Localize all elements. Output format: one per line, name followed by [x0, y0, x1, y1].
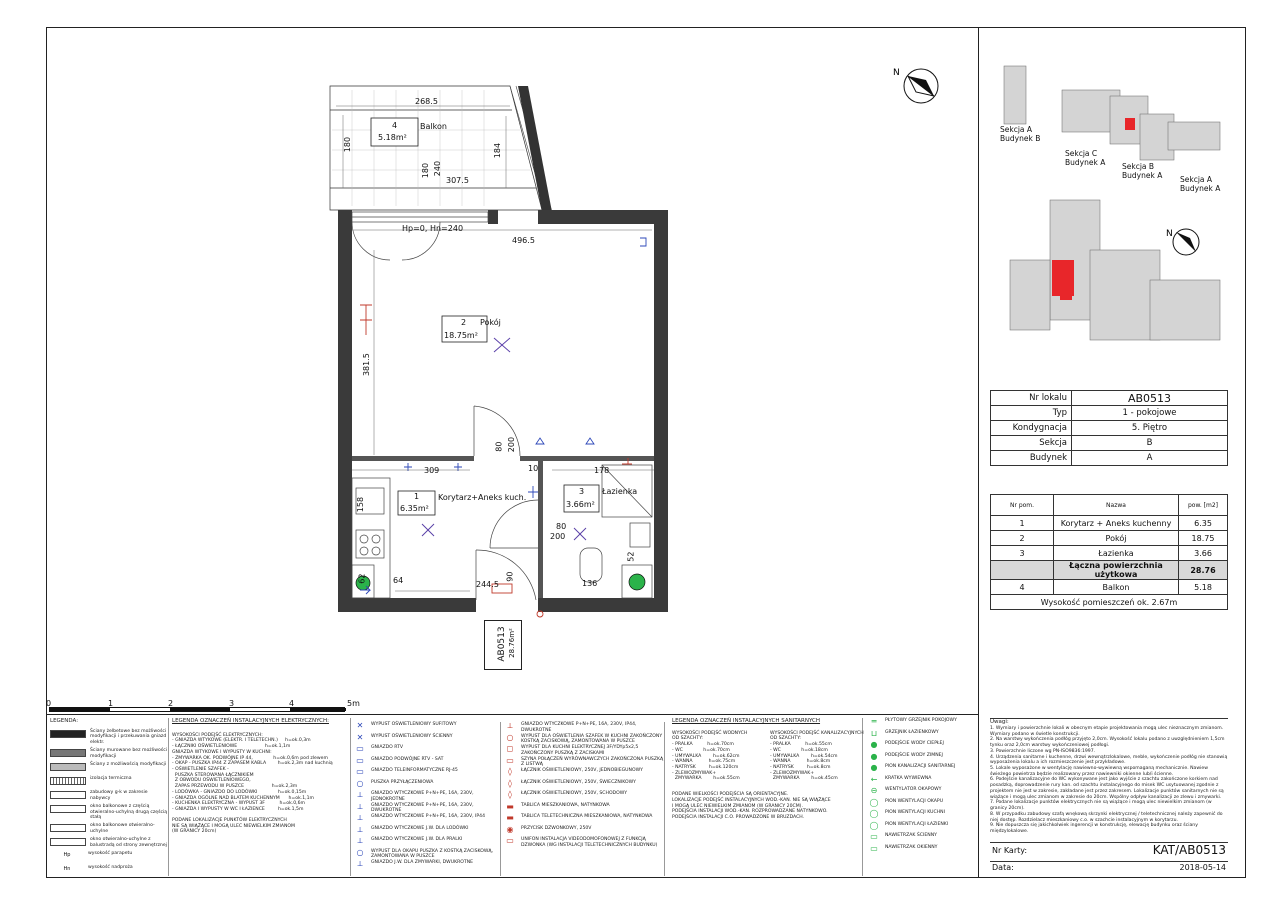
- symbol-icon: ◊: [508, 790, 512, 799]
- dim-4965: 496.5: [512, 236, 535, 245]
- rooms-header: Nr pom. Nazwa pow. [m2]: [991, 495, 1228, 516]
- symbol-icon: ⟂: [357, 859, 363, 868]
- date-label: Data:: [992, 863, 1014, 872]
- room-name: Pokój: [480, 318, 501, 327]
- legend-item-label: Ściany murowane bez możliwości modyfikacji: [90, 747, 168, 759]
- dim-3815: 381.5: [361, 353, 371, 377]
- legend-line: NIE SĄ WIĄŻĄCE I MOGĄ ULEC NIEWIELKIM ZMIANOM: [172, 823, 296, 829]
- legend-item-label: okno balkonowe z częścią otwieralno-uchylną drugą częścią stałą: [90, 803, 168, 821]
- legend-item: [50, 851, 168, 863]
- symbol-item: [354, 734, 500, 746]
- legend-line: - NATRYSK h=ok.8cm: [770, 765, 831, 770]
- scale-3: 3: [229, 699, 235, 708]
- legend-line: ZMYWARKA h=ok.45cm: [770, 776, 838, 782]
- legend-line: PODANE LOKALIZACJE PUNKTÓW ELEKTRYCZNYCH: [172, 817, 287, 823]
- symbol-icon: ●: [870, 751, 878, 761]
- symbol-icon: ⟂: [507, 721, 513, 730]
- light-outlets: [422, 338, 586, 540]
- symbol-item: [868, 741, 976, 753]
- legend-item: [50, 865, 168, 877]
- unit-tag-code: AB0513: [497, 626, 507, 662]
- info-row: Nr lokalu AB0513: [991, 391, 1228, 406]
- symbol-label: NAWIETRZAK ŚCIENNY: [885, 833, 937, 838]
- symbol-item: [354, 791, 500, 803]
- legend-line: - LODÓWKA - GNIAZDO DO LODÓWKI h=ok.0,15m: [172, 789, 307, 795]
- info-row: Sekcja B: [991, 436, 1228, 451]
- symbol-label: PRZYCISK DZWONKOWY, 250V: [521, 825, 592, 831]
- symbol-item: [354, 745, 500, 757]
- legend-item-label: zabudowy g-k w zakresie nabywcy: [90, 789, 148, 801]
- symbol-icon: ○: [506, 732, 514, 742]
- legend-line: - PRALKA h=ok.55cm: [770, 742, 832, 748]
- legend-line: - WC h=ok.70cm: [672, 747, 730, 753]
- legend-swatch: Hn: [63, 866, 71, 872]
- dim-3075: 307.5: [446, 176, 469, 185]
- dim-10: 10: [528, 464, 539, 473]
- symbol-item: [868, 718, 976, 730]
- legend-line: - GNIAZDA WTYKOWE (ELEKTR. I TELETECHN.) h=ok.0,3m: [172, 738, 311, 744]
- symbol-item: [504, 780, 664, 792]
- dim-136: 136: [582, 579, 598, 588]
- symbol-item: [504, 826, 664, 838]
- dim-90: 90: [505, 571, 515, 582]
- symbol-label: TABLICA MIESZKANIOWA, NATYNKOWA: [521, 802, 610, 808]
- symbol-icon: ═: [871, 717, 877, 726]
- balcony-num: 4: [392, 121, 398, 130]
- table-row: 4 Balkon 5.18: [991, 580, 1228, 595]
- symbol-item: [868, 753, 976, 765]
- balcony-wall: [518, 86, 552, 212]
- legend-item-label: izolacja termiczna: [90, 775, 132, 781]
- symbol-icon: ✕: [356, 721, 364, 730]
- legend-sanit: [672, 718, 863, 876]
- legend-elec-syms-b: [504, 722, 665, 876]
- dim-178: 178: [594, 466, 610, 475]
- symbol-label: PION WENTYLACJI KUCHNI: [885, 810, 945, 815]
- legend-item: [50, 790, 168, 802]
- symbol-icon: ▭: [506, 836, 514, 845]
- legend-line: PODEJŚCIA INSTALACJI WOD.-KAN. ROZPROWADZANE NATYNKOWO.: [672, 809, 828, 815]
- symbol-label: GNIAZDO J.W. DLA ZMYWARKI, DWUKROTNE: [371, 860, 474, 865]
- scale-bar: [49, 707, 345, 712]
- corridor-num: 1: [414, 492, 420, 501]
- symbol-icon: ⟂: [357, 801, 363, 811]
- symbol-item: [354, 837, 500, 849]
- legend-swatch: [50, 749, 86, 757]
- legend-line: LOKALIZACJE PODEJŚĆ INSTALACYJNYCH WOD.-KAN. NIE SĄ WIĄŻĄCE: [672, 797, 831, 803]
- legend-item: [50, 837, 168, 849]
- symbol-icon: ▬: [506, 813, 514, 822]
- symbol-label: GNIAZDO WTYCZKOWE J.W. DLA PRALKI: [371, 837, 463, 842]
- symbol-icon: ⊖: [870, 786, 878, 795]
- symbol-item: [504, 745, 664, 757]
- table-row: 2 Pokój 18.75: [991, 531, 1228, 546]
- symbol-icon: ▭: [506, 755, 514, 765]
- symbol-icon: ◯: [869, 809, 879, 818]
- legend-item: [50, 762, 168, 774]
- symbol-icon: ⟂: [357, 836, 363, 845]
- symbol-label: PION KANALIZACJI SANITARNEJ: [885, 764, 956, 769]
- legend-item: [50, 823, 168, 835]
- legend-elec: [172, 718, 351, 876]
- symbol-label: WYPUST DLA OKAPU PUSZKA Z KOSTKĄ ZACISKOWĄ, ZAMONTOWANA W PUSZCE: [371, 848, 494, 860]
- date-value: 2018-05-14: [1179, 863, 1226, 872]
- unit-tag: [484, 620, 522, 670]
- symbol-icon: ○: [356, 847, 364, 857]
- symbol-icon: ▭: [356, 744, 364, 753]
- legend-line: I MOGĄ ULEC NIEWIELKIM ZMIANOM (W GRANICY 20CM).: [672, 803, 803, 809]
- symbol-item: [868, 833, 976, 845]
- symbol-label: WYPUST DLA KUCHNI ELEKTRYCZNEJ 3F/YDYp5x2,5 ZAKOŃCZONY PUSZKĄ Z ZACISKAMI: [521, 745, 639, 756]
- card-row: [990, 842, 1228, 862]
- symbol-label: GNIAZDO WTYCZKOWE P+N+PE, 16A, 230V, IP44: [371, 814, 485, 819]
- dim-158: 158: [356, 496, 366, 513]
- legend-item-label: Ściany z możliwością modyfikacji: [90, 761, 167, 767]
- key-plan: [990, 60, 1230, 380]
- notes-block: Uwagi: 1. Wymiary i powierzchnie lokali w obecnym etapie projektowania mogą ulec nieznacznym zmianom. Wymiary podano w świetle konstrukcji. 2. Na warstwy wykończenia podłóg przyjęto 2,0cm. Wysokość lokalu podano z uwzględnieniem 1,5cm tynku oraz 2,0cm warstwy wykończeniowej podłogi. 3. Powierzchnie liczone wg PN-ISO9836:1997. 4. Urządzenia sanitarne i kuchenne, drzwi wewnątrzlokalowe, meble, wykończenie podłóg nie stanowią wyposażenia lokalu a ich rozmieszczenie jest przykładowe. 5. Lokale wyposażone w wentylację nawiewno-wywiewną wspomaganą mechanicznie. Nawiew świeżego powietrza będzie realizowany przez nawiewniki okienne lub/i ścienne. 6. Podejście kanalizacyjne do WC wykonywane jest jako wyjście z szachtu zakończone korkiem nad posadzką, doprowadzenie rury kan. od szachtu instalacyjnego do misek WC usytuowanej zgodnie z projektem nie jest w zakresie, zakładane jest przez zakresem. Lokalizacje punktów sanitarnych nie są wiążące i mogą ulec zmianom w zakresie do 20cm. Wspólny odpływ kanalizacji ze zlewu i zmywarki. 7. Podane lokalizacje punktów elektrycznych nie są wiążące i mogą ulec niewielkim zmianom (w granicy 20cm). 8. W przypadku zabudowy szafą wnękową skrzynki elektrycznej / teletechnicznej należy zapewnić do niej dostęp. Rozdzielacz mieszkaniowy c.o. w szachcie instalacyjnym w korytarzu. 9. Nie dopuszcza się jakichkolwiek ingerencji w konstrukcję, elewację budynku oraz ściany międzylokalowe.: [990, 718, 1228, 841]
- symbol-item: [504, 757, 664, 769]
- legend-line: ZMYWARKA h=ok.55cm: [672, 776, 740, 782]
- symbol-label: PUSZKA PRZYŁĄCZENIOWA: [371, 779, 434, 785]
- symbol-icon: ◉: [506, 824, 514, 834]
- info-row: Typ 1 - pokojowe: [991, 406, 1228, 421]
- table-row: 1 Korytarz + Aneks kuchenny 6.35: [991, 516, 1228, 531]
- legend-line: - OŚWIETLENIE SZAFEK -: [172, 767, 229, 772]
- balcony-window: [352, 212, 488, 260]
- dim-64: 64: [393, 576, 404, 585]
- legend-item-label: okno otwieralno-uchylne z balustradą od strony zewnętrznej: [90, 837, 167, 848]
- symbol-label: GNIAZDO WTYCZKOWE J.W. DLA LODÓWKI: [371, 825, 469, 831]
- symbol-item: [868, 776, 976, 788]
- north-arrow-key: [1166, 229, 1199, 255]
- symbol-icon: ▭: [870, 832, 878, 841]
- symbol-label: GNIAZDO RTV: [371, 745, 404, 750]
- symbol-icon: ✕: [356, 732, 364, 742]
- legend-swatch: [50, 791, 86, 799]
- symbol-item: [354, 860, 500, 872]
- symbol-label: TABLICA TELETECHNICZNA MIESZKANIOWA, NATYNKOWA: [521, 814, 653, 819]
- legend-line: OD SZACHTY:: [770, 736, 801, 742]
- legend-line: (W GRANICY 20cm): [172, 829, 217, 835]
- symbol-label: WYPUST OŚWIETLENIOWY SUFITOWY: [371, 722, 457, 727]
- symbol-item: [354, 803, 500, 815]
- balcony-name: Balkon: [420, 122, 447, 131]
- sanit-title: LEGENDA OZNACZEŃ INSTALACYJNYCH SANITARNYCH: [672, 718, 821, 724]
- legend-swatch: [50, 805, 86, 813]
- symbol-icon: ▭: [870, 843, 878, 853]
- symbol-item: [504, 768, 664, 780]
- symbol-icon: ←: [870, 774, 878, 784]
- symbol-item: [354, 826, 500, 838]
- electric-symbols: [357, 238, 646, 617]
- symbol-label: GNIAZDO WTYCZKOWE P+N+PE, 16A, 230V, IP44, DWUKROTNE: [521, 722, 637, 733]
- legend-line: - ZLEWOZMYWAK+: [672, 770, 717, 776]
- key-label-3: Sekcja B Budynek A: [1122, 162, 1163, 180]
- symbol-item: [354, 849, 500, 861]
- symbol-icon: ●: [870, 740, 878, 749]
- bath-name: Łazienka: [602, 487, 638, 496]
- legend-item: [50, 804, 168, 821]
- notes-title: Uwagi:: [990, 719, 1009, 725]
- scale-0: 0: [46, 699, 52, 708]
- symbol-item: [868, 787, 976, 799]
- legend-line: PODANE WIELKOŚCI PODEJŚCIA SĄ ORIENTACYJNE.: [672, 792, 789, 798]
- symbol-item: [354, 768, 500, 780]
- symbol-icon: ◯: [869, 820, 879, 830]
- symbol-label: KRATKA WYWIEWNA: [885, 775, 932, 781]
- svg-text:N: N: [1166, 229, 1173, 239]
- legend-item-label: okno balkonowe otwieralno-uchylne: [90, 823, 155, 834]
- legend-swatch: [50, 838, 86, 846]
- total-row: Łączna powierzchnia użytkowa 28.76: [991, 561, 1228, 580]
- key-label-2: Sekcja C Budynek A: [1065, 149, 1106, 167]
- legend-line: - GNIAZDA I WYPUSTY W WC I ŁAZIENCE h=ok.1,5m: [172, 807, 304, 813]
- symbol-item: [868, 822, 976, 834]
- symbol-icon: ○: [356, 778, 364, 788]
- legend-item-label: wysokość parapetu: [88, 851, 133, 856]
- symbol-label: GNIAZDO WTYCZKOWE P+N+PE, 16A, 230V, DWUKROTNE: [371, 802, 474, 814]
- exterior-walls: [338, 210, 668, 612]
- legend-line: WYSOKOŚCI PODEJŚĆ ELEKTRYCZNYCH:: [172, 732, 263, 738]
- dim-268: 268.5: [415, 97, 438, 106]
- legend-line: - ŁĄCZNIKI OŚWIETLENIOWE h=ok.1,1m: [172, 744, 291, 750]
- room-num: 2: [461, 318, 467, 327]
- scale-5: 5m: [347, 699, 360, 708]
- dim-309: 309: [424, 466, 440, 475]
- legend-line: - GNIAZDA OGÓLNE NAD BLATEM KUCHENNYM h=ok.1,1m: [172, 795, 314, 801]
- info-row: Budynek A: [991, 451, 1228, 466]
- balcony-area: 5.18m²: [378, 133, 407, 142]
- legend-swatch: [50, 730, 86, 738]
- legend-item-label: Ściany żelbetowe bez możliwości modyfikacji i przekuwania gniazd elektr.: [90, 728, 167, 746]
- symbol-item: [504, 837, 664, 849]
- symbol-item: [504, 734, 664, 746]
- symbol-item: [504, 814, 664, 826]
- legend-line: - ZLEWOZMYWAK+: [770, 770, 815, 776]
- symbol-icon: ◻: [506, 744, 514, 753]
- legend-line: - WANNA h=ok.75cm: [672, 759, 736, 765]
- symbol-label: UNIFON INSTALACJA VIDEODOMOFONOWEJ Z FUNKCJĄ DZWONKA (WG INSTALACJI TELETECHNICZNYCH BUDYNKU): [521, 837, 658, 848]
- table-row: 3 Łazienka 3.66: [991, 546, 1228, 561]
- dim-184: 184: [493, 142, 503, 159]
- legend-swatch: [50, 763, 86, 771]
- legend-divider: [46, 714, 978, 715]
- legend-sanit-syms: [868, 718, 976, 876]
- dim-180b: 180: [421, 162, 431, 179]
- symbol-label: WYPUST OŚWIETLENIOWY ŚCIENNY: [371, 733, 453, 739]
- symbol-icon: ▭: [356, 767, 364, 776]
- legend-line: - PRALKA h=ok.70cm: [672, 742, 734, 748]
- symbol-item: [354, 722, 500, 734]
- symbol-icon: ▬: [506, 801, 514, 811]
- legend-swatch: [50, 824, 86, 832]
- corridor-name: Korytarz+Aneks kuch.: [438, 493, 527, 502]
- symbol-label: WYPUST DLA OŚWIETLENIA SZAFEK W KUCHNI ZAKOŃCZONY KOSTKĄ ZACISKOWĄ, ZAMONTOWANA W PUSZCE: [521, 733, 663, 745]
- symbol-icon: ▭: [356, 755, 364, 765]
- symbol-item: [868, 730, 976, 742]
- legend-line: PUSZKA STEROWANA ŁĄCZNIKIEM: [172, 772, 254, 778]
- symbol-item: [868, 799, 976, 811]
- dimension-lines: [336, 106, 654, 591]
- symbol-item: [868, 764, 976, 776]
- legend-line: - NATRYSK h=ok.120cm: [672, 765, 739, 770]
- symbol-icon: ◊: [508, 767, 512, 776]
- rooms-table: [990, 494, 1228, 610]
- legend-line: - WC h=ok.18cm: [770, 747, 828, 753]
- dim-2445: 244.5: [476, 580, 499, 589]
- legend-line: WYSOKOŚCI PODEJŚĆ KANALIZACYJNYCH: [770, 730, 864, 736]
- date-row: [990, 861, 1228, 875]
- dim-240: 240: [433, 160, 443, 177]
- legend-line: - OKAP - PUSZKA IP44 Z ZAPASEM KABLA h=ok.2,3m nad kuchnią: [172, 761, 333, 767]
- dim-200a: 200: [507, 436, 517, 453]
- legend-swatch: [50, 777, 86, 785]
- svg-text:N: N: [893, 68, 900, 78]
- symbol-label: ŁĄCZNIK OŚWIETLENIOWY, 250V, SCHODOWY: [521, 791, 628, 796]
- dim-52: 52: [626, 551, 636, 562]
- symbol-label: ŁĄCZNIK OŚWIETLENIOWY, 250V, ŚWIECZNIKOWY: [521, 779, 636, 785]
- key-label-1: Sekcja A Budynek B: [1000, 125, 1041, 143]
- symbol-item: [504, 791, 664, 803]
- dim-80a: 80: [494, 441, 504, 452]
- legend-line: PODEJŚCIA INSTALACJI C.O. PROWADZONE W BRUZDACH.: [672, 815, 805, 821]
- legend-line: OD SZACHTY:: [672, 736, 703, 742]
- legend-line: GNIAZDA WTYKOWE I WYPUSTY W KUCHNI:: [172, 749, 272, 755]
- legend-line: Z OBWODU OŚWIETLENIOWEGO,: [172, 778, 251, 784]
- symbol-label: GNIAZDO PODWÓJNE RTV - SAT: [371, 756, 444, 762]
- legend-title: LEGENDA:: [50, 718, 79, 724]
- legend-line: - UMYWALKA h=ok.62cm: [672, 753, 740, 759]
- hp-label: Hp=0, Hn=240: [402, 224, 464, 233]
- symbol-label: NAWIETRZAK OKIENNY: [885, 844, 938, 850]
- symbol-label: WENTYLATOR OKAPOWY: [885, 787, 942, 792]
- symbol-label: ŁĄCZNIK OŚWIETLENIOWY, 250V, JEDNOBIEGUNOWY: [521, 768, 643, 773]
- symbol-item: [354, 757, 500, 769]
- legend-line: ZAPAS PRZEWODU W PUSZCE h=ok.2,3m: [172, 784, 298, 790]
- legend-line: - WANNA h=ok.8cm: [770, 759, 831, 765]
- symbol-icon: ⊔: [870, 728, 878, 738]
- symbol-label: PION WENTYLACJI ŁAZIENKI: [885, 821, 949, 827]
- dim-62: 62: [357, 573, 367, 584]
- key-label-4: Sekcja A Budynek A: [1180, 175, 1221, 193]
- symbol-label: PŁYTOWY GRZEJNIK POKOJOWY: [885, 718, 957, 723]
- legend-general: [50, 718, 169, 876]
- symbol-icon: ⟂: [357, 824, 363, 834]
- legend-item: [50, 729, 168, 746]
- legend-item: [50, 776, 168, 788]
- legend-line: - ZMYWARKA OK. PODWÓJNE IP 44, h=ok.0,6m pod zlewem: [172, 755, 328, 761]
- symbol-label: PODEJŚCIE WODY ZIMNEJ: [885, 752, 943, 758]
- symbol-label: GRZEJNIK ŁAZIENKOWY: [885, 729, 939, 735]
- entry-gap: [476, 597, 538, 613]
- height-row: Wysokość pomieszczeń ok. 2.67m: [991, 595, 1228, 610]
- info-row: Kondygnacja 5. Piętro: [991, 421, 1228, 436]
- legend-item-label: wysokość nadproża: [88, 865, 133, 870]
- card-label: Nr Karty:: [992, 846, 1028, 855]
- legend-item: [50, 748, 168, 760]
- symbol-item: [868, 810, 976, 822]
- symbol-label: PION WENTYLACJI OKAPU: [885, 798, 944, 804]
- symbol-icon: ◯: [869, 797, 879, 807]
- symbol-item: [504, 803, 664, 815]
- symbol-label: GNIAZDO TELEINFORMATYCZNE RJ-45: [371, 768, 458, 773]
- symbol-item: [354, 814, 500, 826]
- symbol-item: [504, 722, 664, 734]
- scale-4: 4: [289, 699, 295, 708]
- symbol-label: SZYNA POŁĄCZEŃ WYRÓWNAWCZYCH ZAKOŃCZONA PUSZKĄ Z LISTWĄ: [521, 756, 664, 768]
- corridor-area: 6.35m²: [400, 504, 429, 513]
- room-area: 18.75m²: [444, 331, 478, 340]
- legend-line: - UMYWALKA h=ok.54cm: [770, 753, 838, 759]
- scale-1: 1: [108, 699, 114, 708]
- legend-elec-syms-a: [354, 722, 501, 876]
- card-value: KAT/AB0513: [1152, 843, 1226, 857]
- bath-area: 3.66m²: [566, 500, 595, 509]
- north-arrow-main: [893, 68, 938, 103]
- symbol-icon: ⟂: [357, 813, 363, 822]
- symbol-icon: ●: [870, 763, 878, 772]
- symbol-item: [868, 845, 976, 857]
- bath-num: 3: [579, 487, 585, 496]
- symbol-label: PODEJŚCIE WODY CIEPŁEJ: [885, 741, 944, 746]
- unit-tag-area: 28.76m²: [508, 628, 516, 658]
- symbol-icon: ◊: [508, 778, 512, 788]
- elec-title: LEGENDA OZNACZEŃ INSTALACYJNYCH ELEKTRYCZNYCH:: [172, 718, 329, 724]
- legend-line: - KUCHENKA ELEKTRYCZNA - WYPUST 3F h=ok.0,6m: [172, 801, 305, 807]
- symbol-icon: ⟂: [357, 790, 363, 799]
- dim-80b: 80: [556, 522, 567, 531]
- symbol-item: [354, 780, 500, 792]
- symbol-label: GNIAZDO WTYCZKOWE P+N+PE, 16A, 230V, JEDNOKROTNE: [371, 791, 474, 802]
- scale-2: 2: [168, 699, 174, 708]
- dim-180: 180: [343, 136, 353, 153]
- dim-200b: 200: [550, 532, 566, 541]
- legend-line: WYSOKOŚCI PODEJŚĆ WODNYCH: [672, 730, 748, 736]
- legend-swatch: Hp: [63, 852, 71, 858]
- unit-info-table: [990, 390, 1228, 466]
